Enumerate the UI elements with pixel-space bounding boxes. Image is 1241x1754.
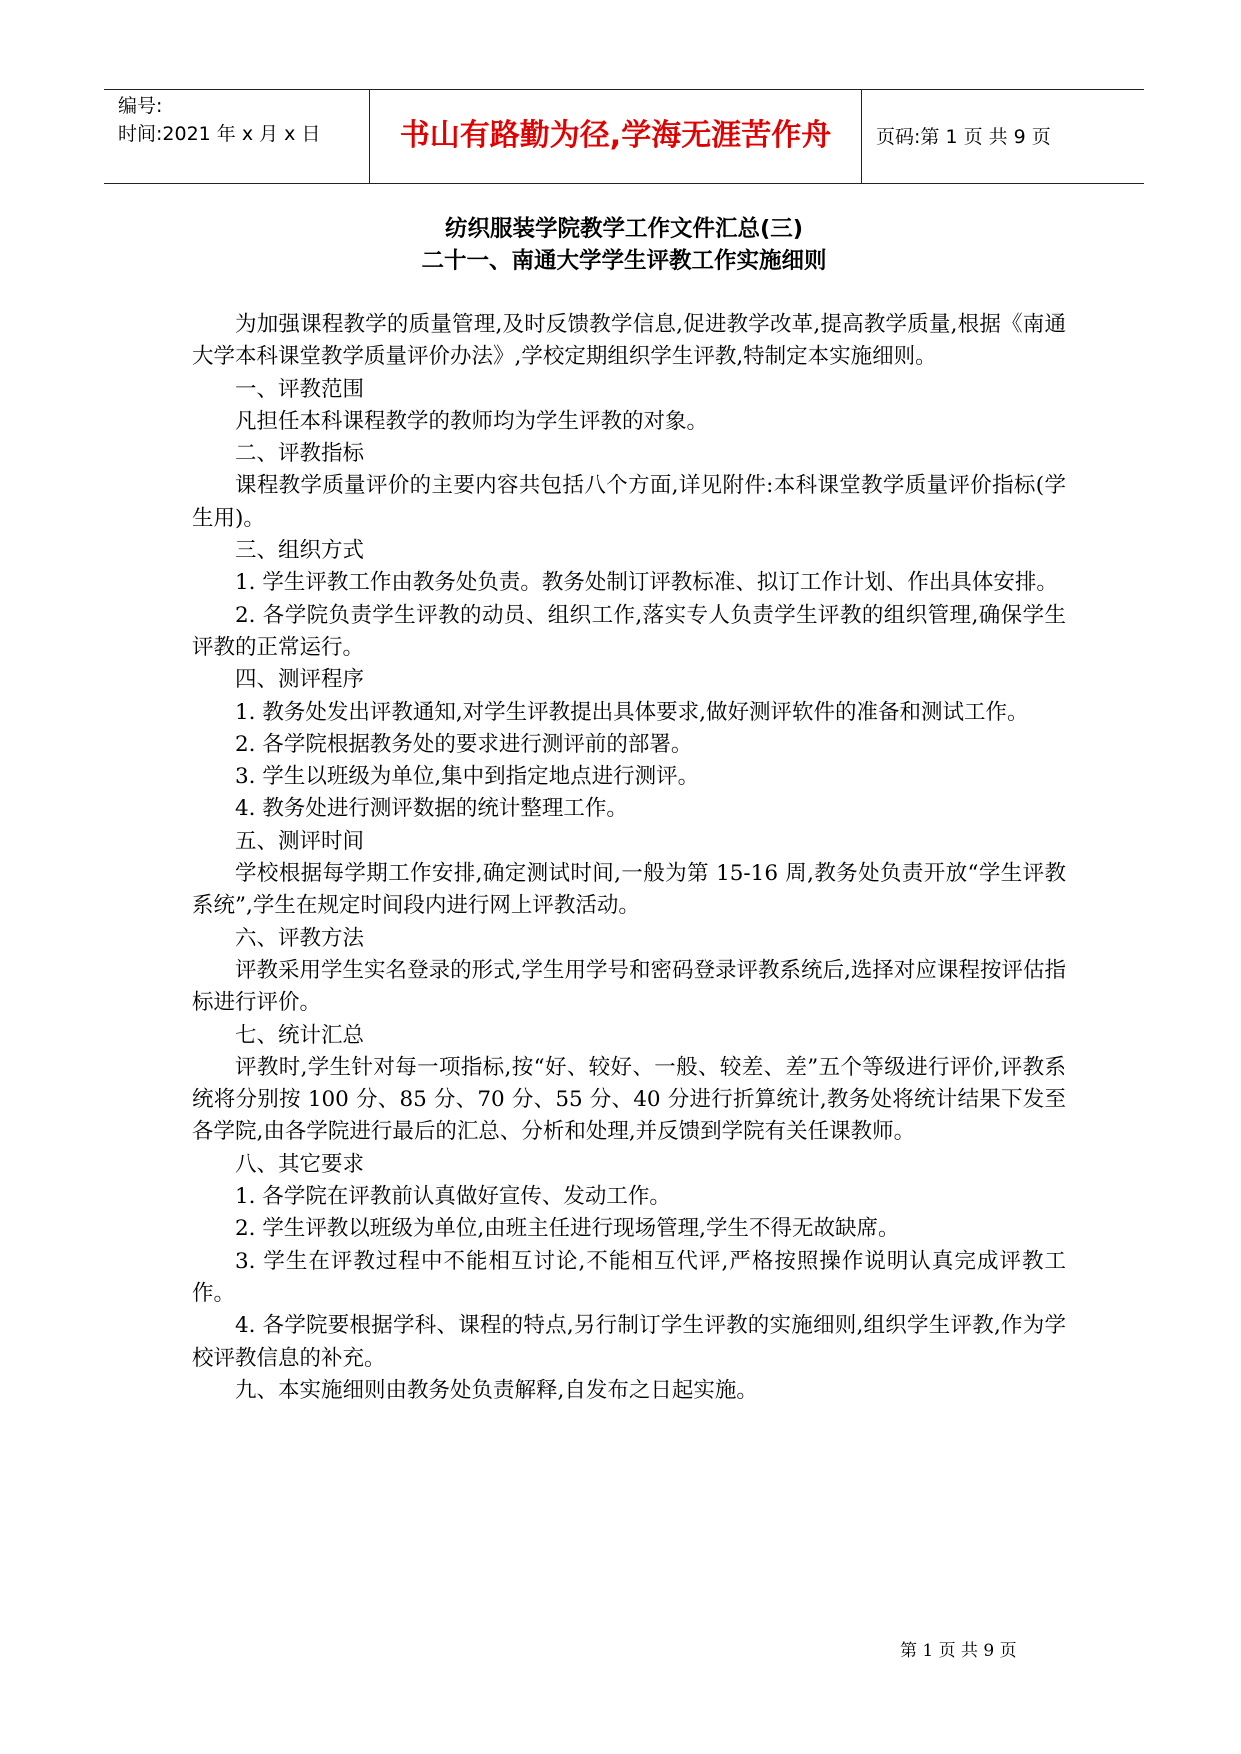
section-heading: 七、统计汇总 [235,1022,365,1048]
list-item: 1. 教务处发出评教通知,对学生评教提出具体要求,做好测评软件的准备和测试工作。 [235,699,1029,725]
list-item: 3. 学生在评教过程中不能相互讨论,不能相互代评,严格按照操作说明认真完成评教工作。 [192,1248,1066,1306]
list-item: 2. 学生评教以班级为单位,由班主任进行现场管理,学生不得无故缺席。 [235,1216,900,1242]
document-time-label: 时间:2021 年 x 月 x 日 [118,123,321,145]
header-divider-right [861,89,862,183]
list-item: 1. 各学院在评教前认真做好宣传、发动工作。 [235,1184,671,1210]
list-item: 4. 各学院要根据学科、课程的特点,另行制订学生评教的实施细则,组织学生评教,作为学校评教信息的补充。 [192,1313,1066,1371]
list-item: 3. 学生以班级为单位,集中到指定地点进行测评。 [235,764,700,790]
document-body [192,309,1066,1407]
paragraph: 评教时,学生针对每一项指标,按“好、较好、一般、较差、差”五个等级进行评价,评教系统将分别按 100 分、85 分、70 分、55 分、40 分进行折算统计,教务处将统计结果下发至各学院,由各学院进行最后的汇总、分析和处理,并反馈到学院有关任课教师。 [192,1054,1066,1145]
document-title: 纺织服装学院教学工作文件汇总(三) [444,216,804,242]
header-page-number: 页码:第 1 页 共 9 页 [876,126,1051,148]
section-heading: 六、评教方法 [235,925,365,951]
paragraph: 评教采用学生实名登录的形式,学生用学号和密码登录评教系统后,选择对应课程按评估指标进行评价。 [192,957,1066,1016]
list-item: 1. 学生评教工作由教务处负责。教务处制订评教标准、拟订工作计划、作出具体安排。 [235,570,1058,596]
paragraph: 课程教学质量评价的主要内容共包括八个方面,详见附件:本科课堂教学质量评价指标(学生用)。 [192,473,1066,531]
section-heading: 九、本实施细则由教务处负责解释,自发布之日起实施。 [235,1377,758,1403]
header-top-rule [104,89,1144,90]
list-item: 4. 教务处进行测评数据的统计整理工作。 [235,796,628,822]
paragraph: 为加强课程教学的质量管理,及时反馈教学信息,促进教学改革,提高教学质量,根据《南通大学本科课堂教学质量评价办法》,学校定期组织学生评教,特制定本实施细则。 [192,312,1066,370]
document-subtitle: 二十一、南通大学学生评教工作实施细则 [421,248,827,274]
paragraph: 学校根据每学期工作安排,确定测试时间,一般为第 15-16 周,教务处负责开放“学生评教系统”,学生在规定时间段内进行网上评教活动。 [192,861,1066,919]
section-heading: 四、测评程序 [235,667,365,693]
list-item: 2. 各学院负责学生评教的动员、组织工作,落实专人负责学生评教的组织管理,确保学生评教的正常运行。 [192,602,1066,660]
header-motto: 书山有路勤为径,学海无涯苦作舟 [399,118,832,153]
paragraph: 凡担任本科课程教学的教师均为学生评教的对象。 [235,408,709,434]
section-heading: 三、组织方式 [235,538,365,564]
section-heading: 一、评教范围 [235,376,365,402]
header-bottom-rule [104,183,1144,184]
document-number-label: 编号: [118,95,163,117]
header-info [118,92,320,148]
section-heading: 八、其它要求 [235,1151,365,1177]
footer-page-number: 第 1 页 共 9 页 [900,1641,1017,1661]
list-item: 2. 各学院根据教务处的要求进行测评前的部署。 [235,731,693,757]
section-heading: 二、评教指标 [235,441,365,467]
section-heading: 五、测评时间 [235,828,365,854]
